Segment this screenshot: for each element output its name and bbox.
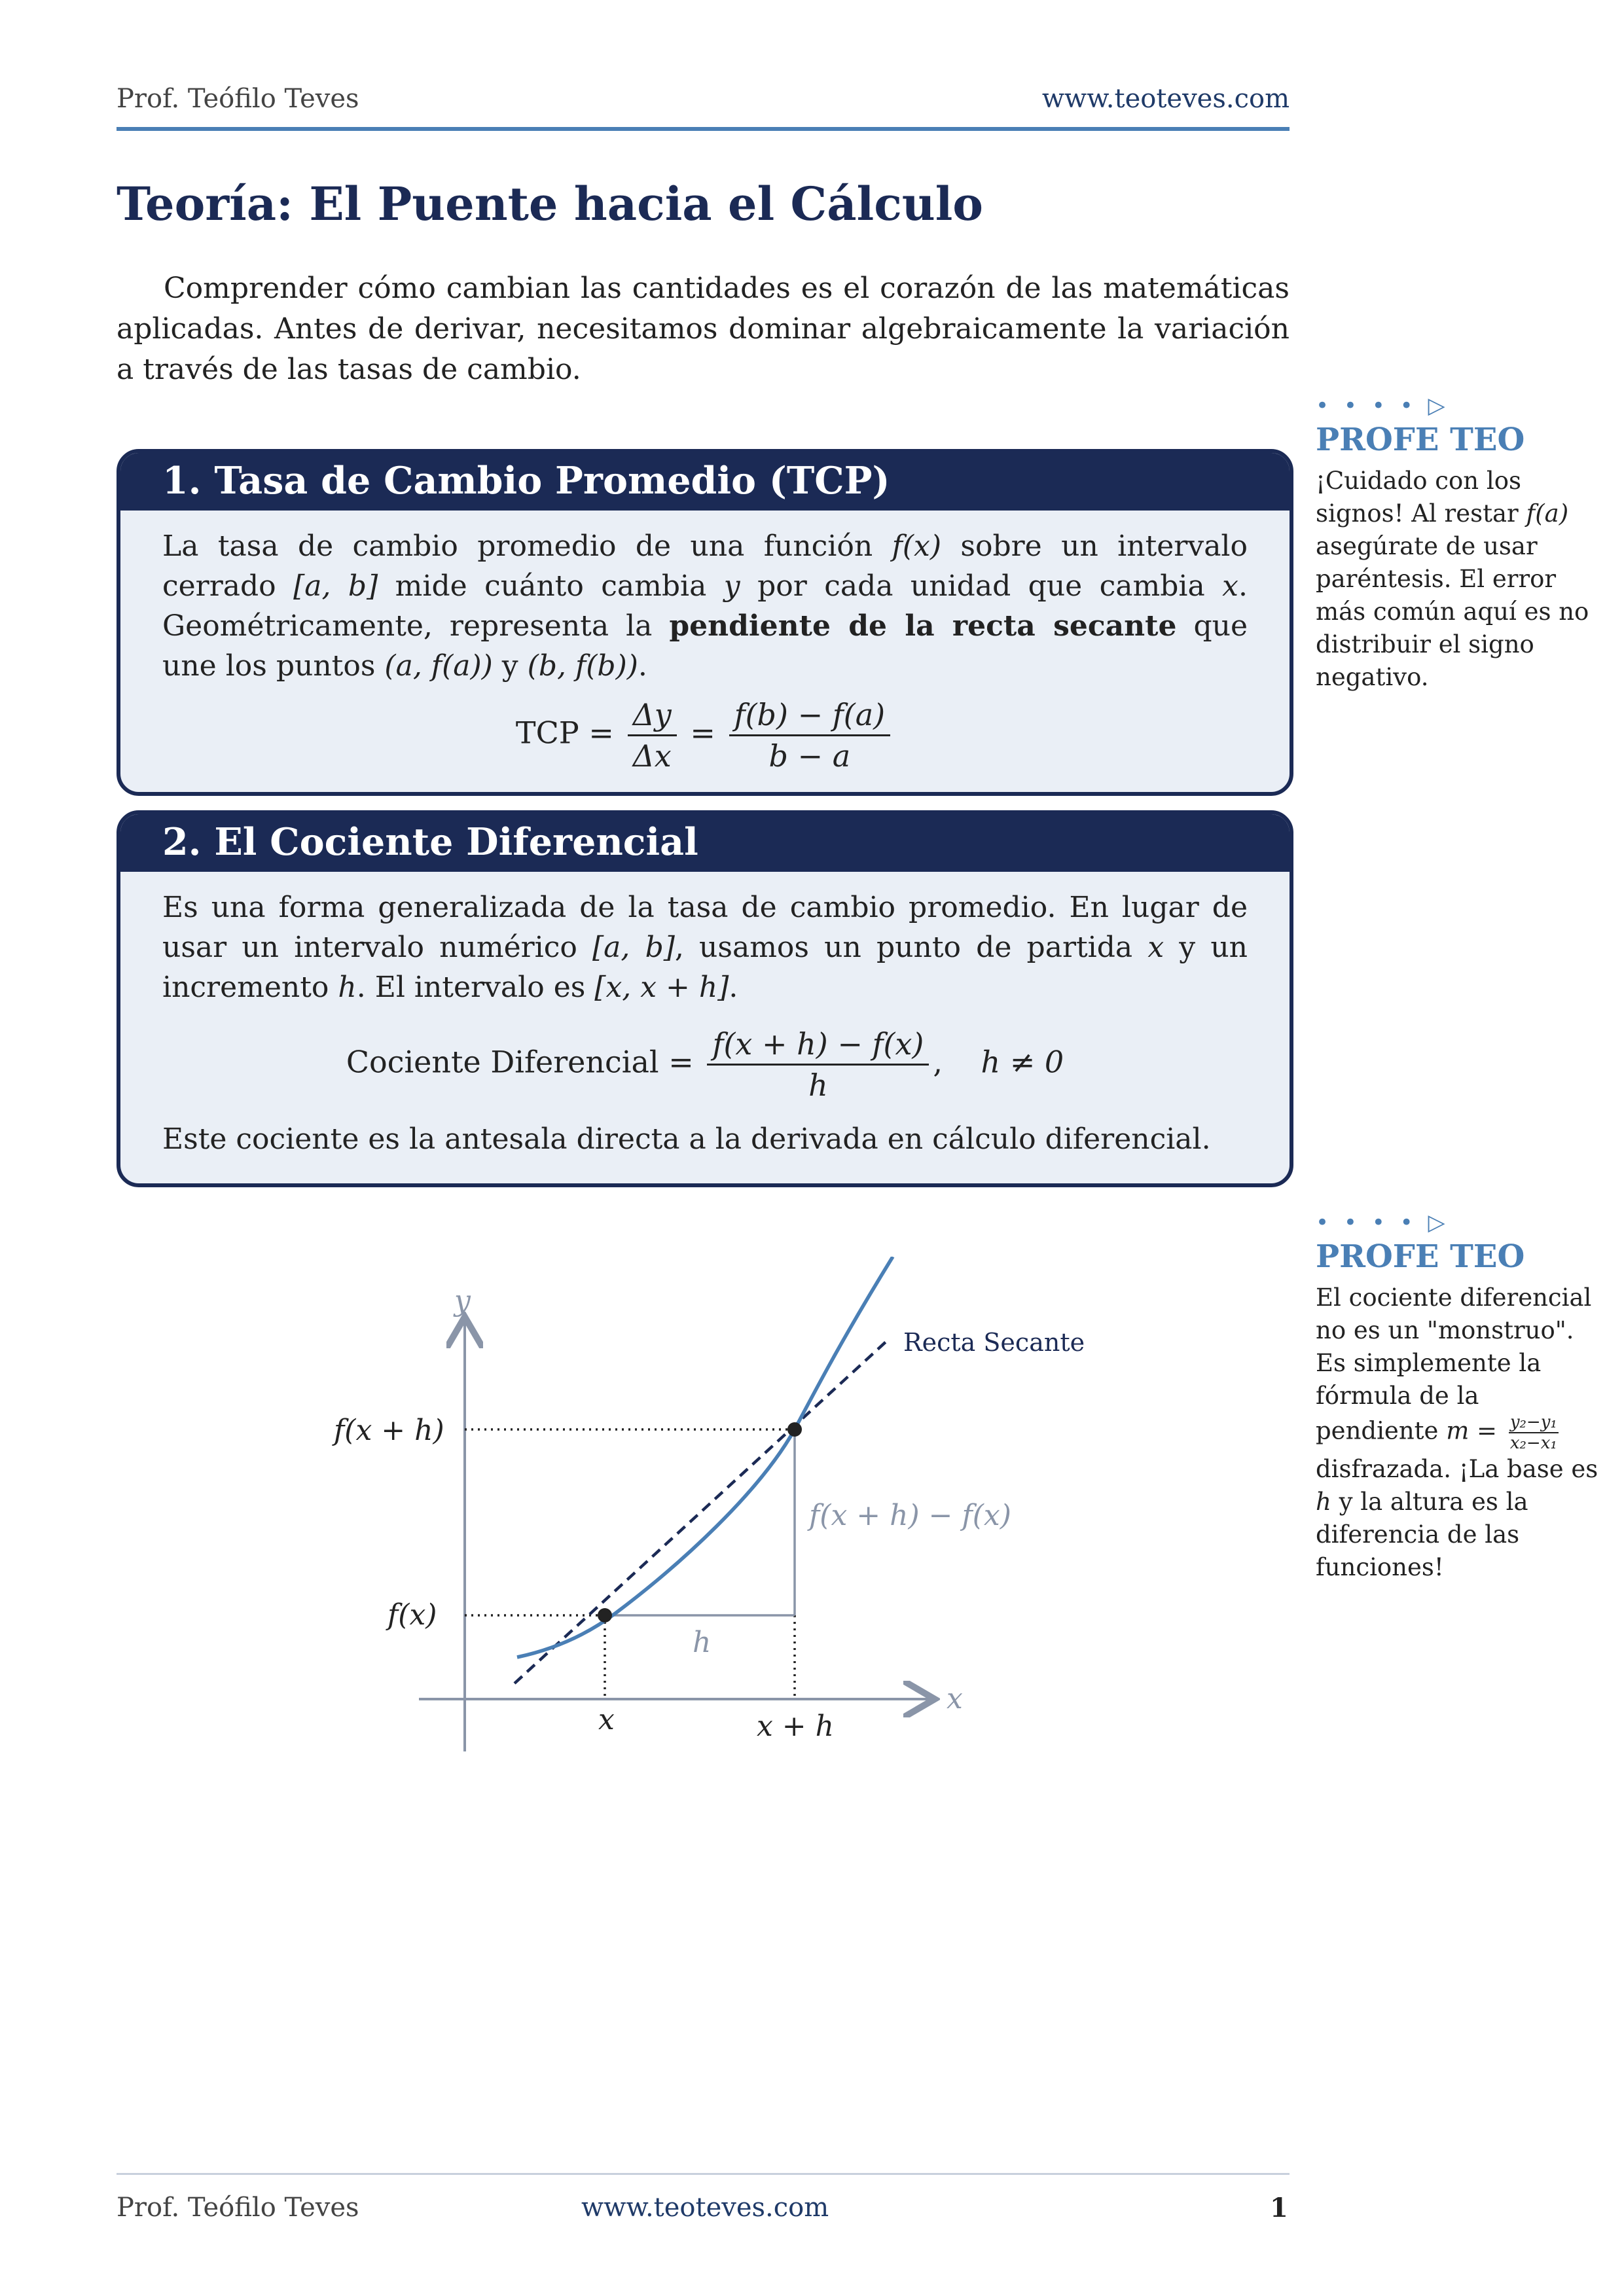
tcp-box-body xyxy=(120,511,1290,776)
label-x: x xyxy=(598,1703,615,1736)
secant-line-figure xyxy=(314,1257,1100,1754)
label-diff: f(x + h) − f(x) xyxy=(809,1499,1011,1532)
point-xh xyxy=(787,1422,802,1437)
header-rule xyxy=(117,127,1290,131)
page-title: Teoría: El Puente hacia el Cálculo xyxy=(117,177,983,231)
footer-website-link[interactable]: www.teoteves.com xyxy=(581,2193,829,2223)
note-arrow-icon: • • • • ▷ xyxy=(1316,1210,1449,1236)
tcp-box xyxy=(117,449,1293,796)
secant-slope-term: pendiente de la recta secante xyxy=(669,609,1177,643)
difference-quotient-closing: Este cociente es la antesala directa a la derivada en cálculo diferencial. xyxy=(162,1122,1211,1156)
label-xh: x + h xyxy=(757,1710,834,1743)
difference-quotient-definition: Es una forma generalizada de la tasa de cambio promedio. En lugar de usar un intervalo numérico [a, b], usamos un punto de partida x y un incremento h. El intervalo es [x, x + h]. xyxy=(162,891,1248,1004)
function-curve xyxy=(517,1257,893,1657)
note-arrow-icon: • • • • ▷ xyxy=(1316,393,1449,419)
difference-quotient-heading: 2. El Cociente Diferencial xyxy=(120,814,1290,872)
label-fx: f(x) xyxy=(388,1598,437,1632)
tcp-definition: La tasa de cambio promedio de una función f(x) sobre un intervalo cerrado [a, b] mide cuánto cambia y por cada unidad que cambia x. Geométricamente, representa la pendiente de la recta secante que une los puntos (a, f(a)) y (b, f(b)). xyxy=(162,529,1248,683)
secant-label: Recta Secante xyxy=(903,1328,1085,1357)
point-x xyxy=(598,1608,612,1623)
intro-text: Comprender cómo cambian las cantidades es el corazón de las matemáticas aplicadas. Antes de derivar, necesitamos dominar algebraicamente la variación a través de las tasas de cambio. xyxy=(117,272,1290,386)
x-axis-label: x xyxy=(947,1682,963,1715)
tcp-formula: TCP = $\frac{\Delta y}{\Delta x}$ = $\frac{f(b) - f(a)}{b - a}$ xyxy=(162,695,1248,776)
footer-rule xyxy=(117,2173,1290,2175)
note-title: PROFE TEO xyxy=(1316,422,1525,458)
label-h: h xyxy=(693,1626,712,1659)
difference-quotient-box xyxy=(117,810,1293,1187)
note-text: El cociente diferencial no es un "monstruo". Es simplemente la fórmula de la pendiente m = $\frac{\text{y₂−y₁}}{\text{x₂−x₁}}$ disfrazada. ¡La base es h y la altura es la diferencia de las funciones! xyxy=(1316,1283,1598,1581)
header-author: Prof. Teófilo Teves xyxy=(117,84,359,114)
note-text: ¡Cuidado con los signos! Al restar f(a) asegúrate de usar paréntesis. El error más común aquí es no distribuir el signo negativo. xyxy=(1316,467,1589,691)
footer-author: Prof. Teófilo Teves xyxy=(117,2193,359,2223)
y-axis-label: y xyxy=(454,1284,471,1318)
tcp-box-heading: 1. Tasa de Cambio Promedio (TCP) xyxy=(120,453,1290,511)
intro-paragraph xyxy=(117,268,1290,390)
difference-quotient-body xyxy=(120,872,1290,1159)
page-number: 1 xyxy=(1270,2193,1288,2223)
margin-note-signs xyxy=(1316,393,1604,694)
header-website-link[interactable]: www.teoteves.com xyxy=(1041,84,1290,114)
label-fxh: f(x + h) xyxy=(334,1414,444,1447)
margin-note-quotient xyxy=(1316,1210,1604,1584)
note-title: PROFE TEO xyxy=(1316,1238,1525,1275)
difference-quotient-formula: Cociente Diferencial = $\frac{f(x + h) - f(x)}{h}$ , h ≠ 0 xyxy=(162,1024,1248,1105)
